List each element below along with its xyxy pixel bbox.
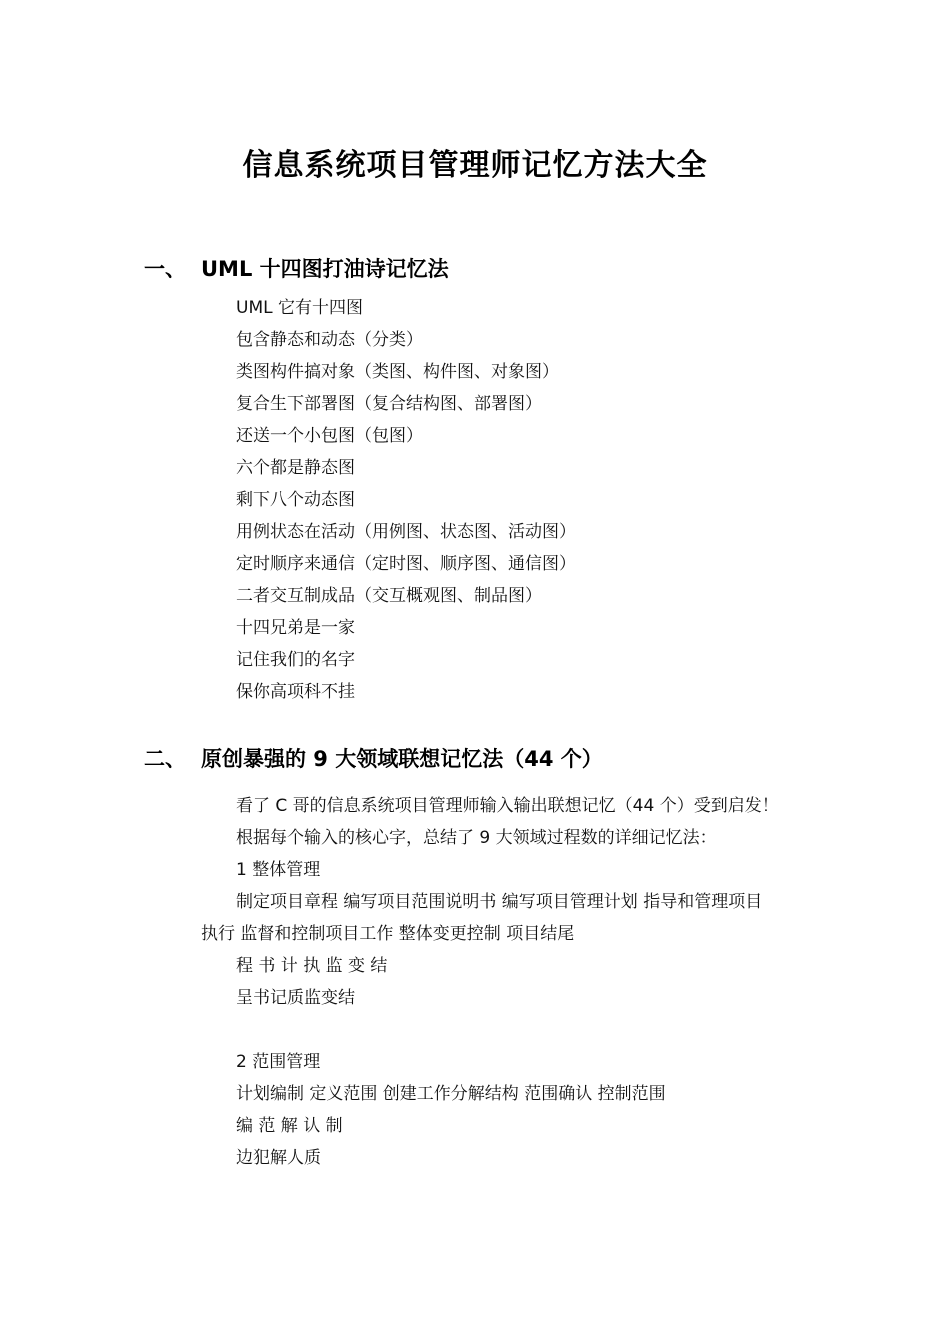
paragraph-line: 根据每个输入的核心字，总结了 9 大领域过程数的详细记忆法：: [236, 828, 717, 848]
poem-line: 类图构件搞对象（类图、构件图、对象图）: [236, 362, 559, 382]
poem-line: 包含静态和动态（分类）: [236, 330, 423, 350]
subsection-heading: 2 范围管理: [236, 1052, 321, 1072]
poem-line: UML 它有十四图: [236, 298, 363, 318]
section-number: 一、: [144, 257, 186, 281]
section-nine-areas: [144, 744, 824, 1174]
keyword-line: 编 范 解 认 制: [236, 1116, 343, 1136]
poem-line: 还送一个小包图（包图）: [236, 426, 423, 446]
poem-line: 二者交互制成品（交互概观图、制品图）: [236, 586, 542, 606]
section-title: 原创暴强的 9 大领域联想记忆法（44 个）: [201, 747, 603, 771]
poem-line: 保你高项科不挂: [236, 682, 355, 702]
section-number: 二、: [144, 747, 186, 771]
blank-line: [144, 1014, 824, 1046]
process-list-line: 计划编制 定义范围 创建工作分解结构 范围确认 控制范围: [236, 1084, 666, 1104]
poem-line: 用例状态在活动（用例图、状态图、活动图）: [236, 522, 576, 542]
document-title: 信息系统项目管理师记忆方法大全: [242, 148, 708, 183]
section-heading: [144, 254, 824, 284]
section-title: UML 十四图打油诗记忆法: [201, 257, 449, 281]
poem-lines: [144, 292, 824, 708]
keyword-line: 程 书 计 执 监 变 结: [236, 956, 388, 976]
section-heading: [144, 744, 824, 774]
section-uml-poem: [144, 254, 824, 708]
process-list-continuation: 执行 监督和控制项目工作 整体变更控制 项目结尾: [201, 924, 575, 944]
paragraph-line: 看了 C 哥的信息系统项目管理师输入输出联想记忆（44 个）受到启发！: [236, 796, 779, 816]
mnemonic-line: 边犯解人质: [236, 1148, 321, 1168]
mnemonic-line: 呈书记质监变结: [236, 988, 355, 1008]
poem-line: 十四兄弟是一家: [236, 618, 355, 638]
poem-line: 剩下八个动态图: [236, 490, 355, 510]
poem-line: 定时顺序来通信（定时图、顺序图、通信图）: [236, 554, 576, 574]
body-lines: [144, 790, 824, 1174]
poem-line: 复合生下部署图（复合结构图、部署图）: [236, 394, 542, 414]
process-list-line: 制定项目章程 编写项目范围说明书 编写项目管理计划 指导和管理项目: [236, 892, 763, 912]
poem-line: 记住我们的名字: [236, 650, 355, 670]
poem-line: 六个都是静态图: [236, 458, 355, 478]
subsection-heading: 1 整体管理: [236, 860, 321, 880]
